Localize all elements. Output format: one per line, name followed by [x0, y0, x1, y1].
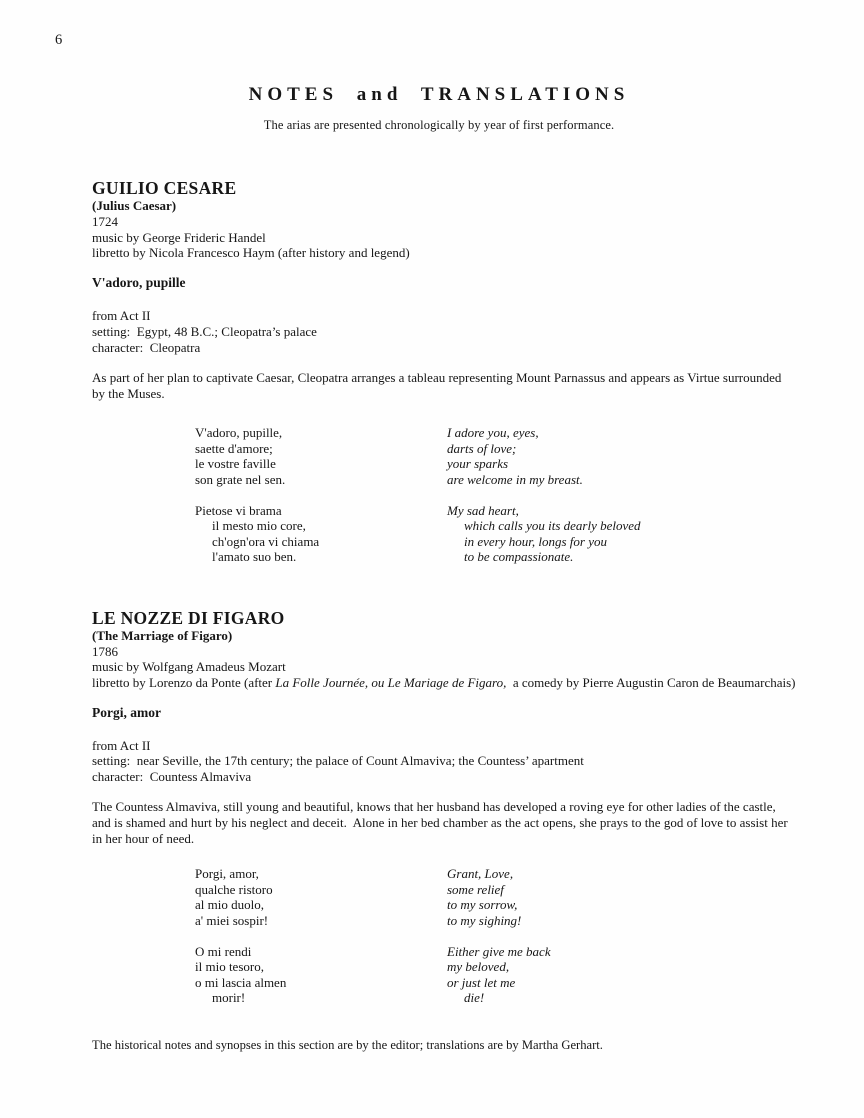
libretto-credit	[92, 245, 786, 261]
synopsis-paragraph: The Countess Almaviva, still young and beautiful, knows that her husband has developed a roving eye for other ladies of the castle, and is shamed and hurt by his neglect and deceit. Alone in her bed chamber as the act opens, she prays to the god of love to assist her in her hour of need.	[92, 798, 791, 846]
libretto-text: libretto by Lorenzo da Ponte (after	[92, 674, 276, 690]
verse-line: a' miei sospir!	[195, 912, 269, 928]
verse-line: your sparks	[447, 456, 509, 472]
verse-line: al mio duolo,	[195, 897, 264, 913]
opera-year: 1786	[92, 643, 118, 659]
libretto-text: a comedy by Pierre Augustin Caron de Beaumarchais)	[506, 674, 796, 690]
libretto-text: libretto by Nicola Francesco Haym (after history and legend)	[92, 245, 410, 261]
verse-line: to my sorrow,	[447, 897, 518, 913]
verse-line: son grate nel sen.	[195, 471, 286, 487]
verse-line: Grant, Love,	[447, 866, 514, 882]
music-credit: music by Wolfgang Amadeus Mozart	[92, 659, 286, 675]
stanza	[447, 425, 786, 487]
character-line: character: Cleopatra	[92, 339, 201, 355]
stanza	[195, 503, 447, 565]
verse-line: Either give me back	[447, 943, 551, 959]
verse-line: some relief	[447, 881, 504, 897]
aria-context	[92, 308, 786, 355]
verse-line: Porgi, amor,	[195, 866, 259, 882]
stanza	[195, 425, 447, 487]
italian-verse-column	[195, 866, 447, 1006]
page-subtitle: The arias are presented chronologically by year of first performance.	[263, 118, 615, 132]
setting-line: setting: Egypt, 48 B.C.; Cleopatra’s palace	[92, 323, 317, 339]
verse-columns	[195, 866, 786, 1006]
page-number: 6	[55, 32, 63, 48]
libretto-source-title: La Folle Journée, ou Le Mariage de Figaro,	[275, 674, 507, 690]
setting-line: setting: near Seville, the 17th century; the palace of Count Almaviva; the Countess’ apartment	[92, 753, 584, 769]
verse-line: Pietose vi brama	[195, 502, 282, 518]
verse-line: ch'ogn'ora vi chiama	[212, 533, 320, 549]
verse-line: in every hour, longs for you	[464, 533, 607, 549]
verse-line: V'adoro, pupille,	[195, 425, 283, 441]
opera-title: GUILIO CESARE	[92, 178, 237, 198]
opera-title: LE NOZZE DI FIGARO	[92, 607, 285, 628]
verse-line: my beloved,	[447, 959, 510, 975]
verse-line: to be compassionate.	[464, 549, 574, 565]
verse-line: or just let me	[447, 974, 516, 990]
verse-line: morir!	[212, 990, 246, 1006]
verse-line: le vostre faville	[195, 456, 276, 472]
verse-line: I adore you, eyes,	[447, 425, 539, 441]
stanza	[447, 944, 786, 1006]
verse-line: to my sighing!	[447, 912, 522, 928]
verse-line: qualche ristoro	[195, 881, 273, 897]
music-credit: music by George Frideric Handel	[92, 229, 266, 245]
aria-context	[92, 738, 786, 785]
verse-line: My sad heart,	[447, 502, 519, 518]
verse-line: il mio tesoro,	[195, 959, 264, 975]
aria-title: V'adoro, pupille	[92, 275, 186, 291]
opera-section-guilio-cesare	[92, 178, 786, 565]
verse-line: which calls you its dearly beloved	[464, 518, 641, 534]
verse-line: O mi rendi	[195, 943, 252, 959]
english-translation-column	[447, 425, 786, 565]
from-act-line: from Act II	[92, 737, 151, 753]
libretto-credit	[92, 674, 796, 691]
stanza	[447, 503, 786, 565]
verse-line: darts of love;	[447, 440, 517, 456]
synopsis-paragraph: As part of her plan to captivate Caesar, Cleopatra arranges a tableau representing Mount Parnassus and appears as Virtue surrounded by the Muses.	[92, 370, 785, 402]
character-line: character: Countess Almaviva	[92, 769, 252, 785]
verse-line: are welcome in my breast.	[447, 471, 583, 487]
verse-line: saette d'amore;	[195, 440, 273, 456]
opera-subtitle: (The Marriage of Figaro)	[92, 627, 233, 643]
verse-line: die!	[464, 990, 485, 1006]
aria-title: Porgi, amor	[92, 704, 161, 720]
verse-line: il mesto mio core,	[212, 518, 306, 534]
stanza	[447, 866, 786, 928]
page-title: NOTES and TRANSLATIONS	[248, 84, 630, 105]
stanza	[195, 866, 447, 928]
from-act-line: from Act II	[92, 308, 151, 324]
editor-credit-footer: The historical notes and synopses in this section are by the editor; translations are by Martha Gerhart.	[92, 1037, 603, 1052]
italian-verse-column	[195, 425, 447, 565]
verse-line: o mi lascia almen	[195, 974, 287, 990]
english-translation-column	[447, 866, 786, 1006]
verse-columns	[195, 425, 786, 565]
opera-subtitle: (Julius Caesar)	[92, 198, 177, 213]
opera-year: 1724	[92, 214, 118, 229]
opera-section-le-nozze-di-figaro	[92, 607, 796, 1006]
verse-line: l'amato suo ben.	[212, 549, 297, 565]
stanza	[195, 944, 447, 1006]
